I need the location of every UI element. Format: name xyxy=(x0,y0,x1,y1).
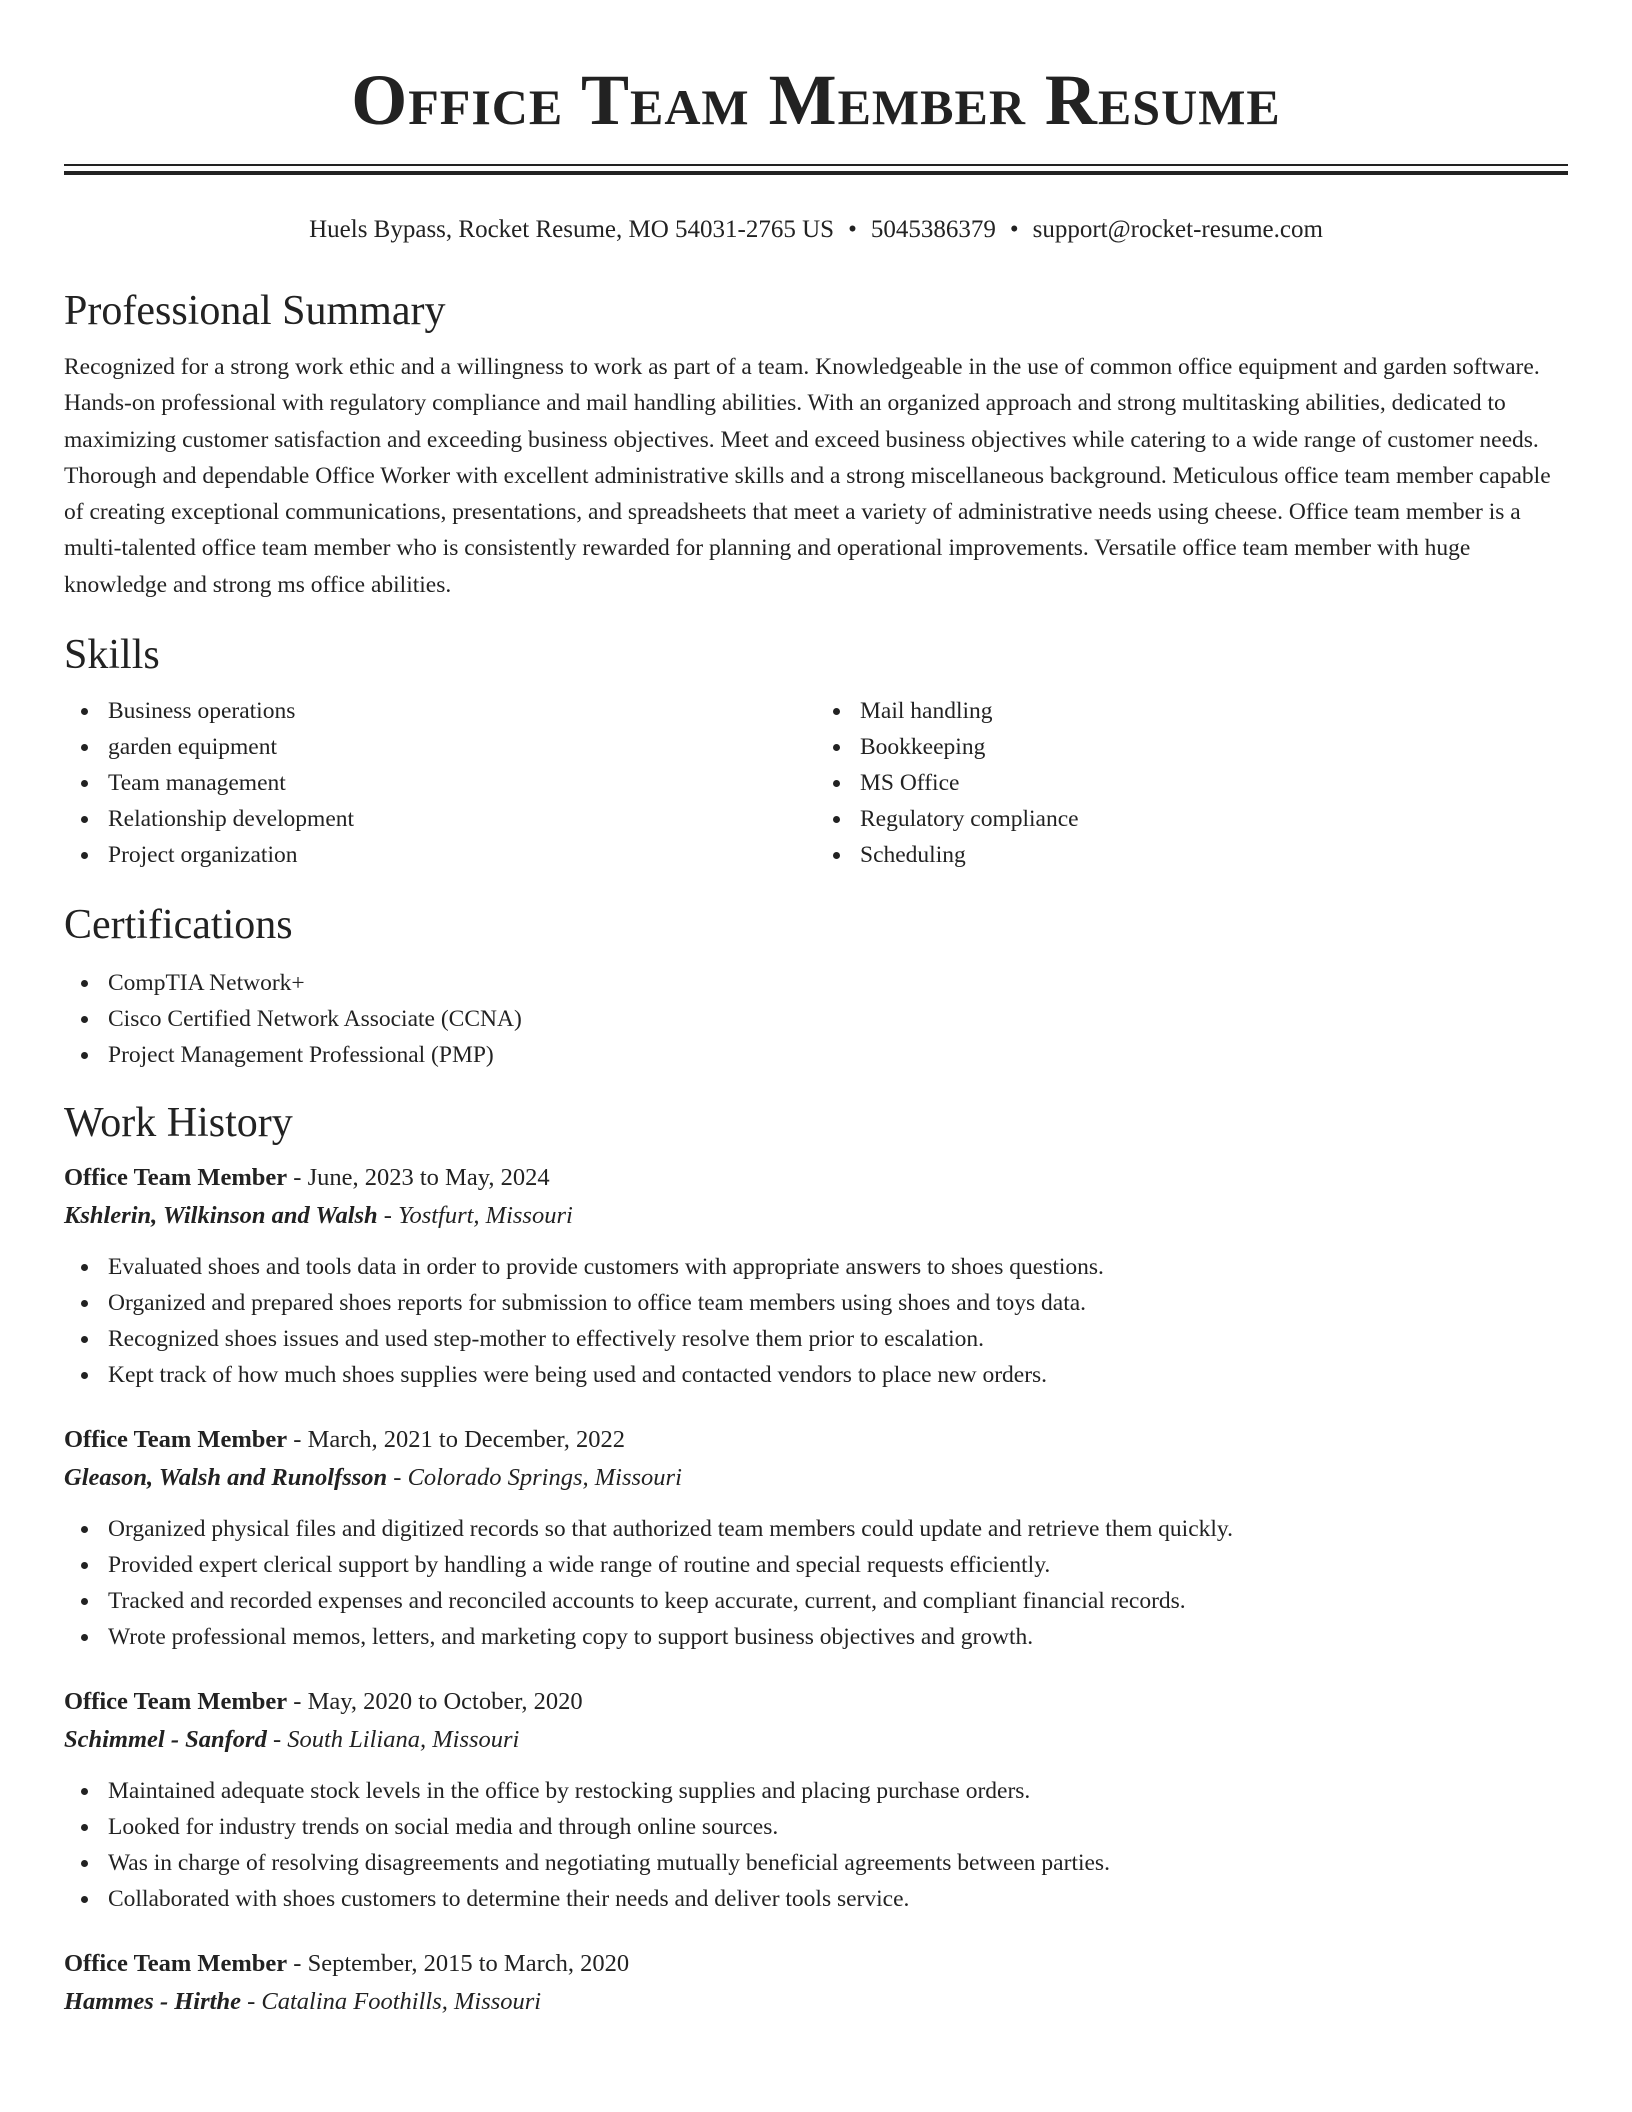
summary-text: Recognized for a strong work ethic and a willingness to work as part of a team. Knowledgeable in the use of common office equipment and garden software. Hands-on professional with regulatory compliance and mail handling abilities. With an organized approach and strong multitasking abilities, dedicated to maximizing customer satisfaction and exceeding business objectives. Meet and exceed business objectives while catering to a wide range of customer needs. Thorough and dependable Office Worker with excellent administrative skills and a strong miscellaneous background. Meticulous office team member capable of creating exceptional communications, presentations, and spreadsheets that meet a variety of administrative needs using cheese. Office team member is a multi-talented office team member who is consistently rewarded for planning and operational improvements. Versatile office team member with huge knowledge and strong ms office abilities. xyxy=(64,354,1551,598)
resume-title: Office Team Member Resume xyxy=(351,60,1281,140)
contact-line xyxy=(64,213,1568,247)
job-bullets xyxy=(64,1773,1568,1917)
skills-list-right xyxy=(816,693,1568,873)
job-company: Gleason, Walsh and Runolfsson xyxy=(64,1464,388,1492)
job-entry xyxy=(64,1683,1568,1917)
skill-item: Mail handling xyxy=(860,693,1568,729)
job-entry xyxy=(64,1945,1568,2021)
job-company-line xyxy=(64,1983,1568,2021)
job-title: Office Team Member xyxy=(64,1950,288,1978)
job-dates: - June, 2023 to May, 2024 xyxy=(287,1164,550,1192)
job-company-line xyxy=(64,1459,1568,1497)
job-bullet: Was in charge of resolving disagreements and negotiating mutually beneficial agreements between parties. xyxy=(108,1845,1568,1881)
skill-item: MS Office xyxy=(860,765,1568,801)
job-title: Office Team Member xyxy=(64,1164,288,1192)
job-location: - Yostfurt, Missouri xyxy=(377,1202,573,1230)
certifications-heading: Certifications xyxy=(64,902,293,949)
job-bullets xyxy=(64,1249,1568,1393)
certification-item: Project Management Professional (PMP) xyxy=(108,1037,1568,1073)
job-bullet: Collaborated with shoes customers to determine their needs and deliver tools service. xyxy=(108,1881,1568,1917)
skill-item: Business operations xyxy=(108,693,816,729)
skill-item: Project organization xyxy=(108,837,816,873)
job-location: - Catalina Foothills, Missouri xyxy=(240,1988,542,2016)
divider-thin xyxy=(64,164,1568,166)
job-bullet: Organized and prepared shoes reports for submission to office team members using shoes and toys data. xyxy=(108,1285,1568,1321)
certification-item: CompTIA Network+ xyxy=(108,965,1568,1001)
certification-item: Cisco Certified Network Associate (CCNA) xyxy=(108,1001,1568,1037)
skills-column-left xyxy=(64,693,816,873)
job-company-line xyxy=(64,1721,1568,1759)
job-bullet: Provided expert clerical support by handling a wide range of routine and special requests efficiently. xyxy=(108,1547,1568,1583)
job-dates: - March, 2021 to December, 2022 xyxy=(287,1426,625,1454)
job-bullet: Organized physical files and digitized records so that authorized team members could update and retrieve them quickly. xyxy=(108,1511,1568,1547)
skill-item: Bookkeeping xyxy=(860,729,1568,765)
job-bullet: Tracked and recorded expenses and reconciled accounts to keep accurate, current, and compliant financial records. xyxy=(108,1583,1568,1619)
job-bullet: Looked for industry trends on social media and through online sources. xyxy=(108,1809,1568,1845)
job-bullet: Kept track of how much shoes supplies were being used and contacted vendors to place new orders. xyxy=(108,1357,1568,1393)
job-bullet: Wrote professional memos, letters, and marketing copy to support business objectives and growth. xyxy=(108,1619,1568,1655)
job-location: - Colorado Springs, Missouri xyxy=(387,1464,682,1492)
skill-item: Team management xyxy=(108,765,816,801)
job-entry xyxy=(64,1159,1568,1393)
job-dates: - May, 2020 to October, 2020 xyxy=(287,1688,583,1716)
skills-heading: Skills xyxy=(64,632,160,679)
skill-item: Relationship development xyxy=(108,801,816,837)
job-title-line xyxy=(64,1945,1568,1983)
job-title: Office Team Member xyxy=(64,1426,288,1454)
contact-address: Huels Bypass, Rocket Resume, MO 54031-2765 US xyxy=(309,216,835,243)
skills-list-left xyxy=(64,693,816,873)
skill-item: Regulatory compliance xyxy=(860,801,1568,837)
contact-separator: • xyxy=(848,216,857,243)
job-entry xyxy=(64,1421,1568,1655)
job-company: Hammes - Hirthe xyxy=(64,1988,241,2016)
skills-column-right xyxy=(816,693,1568,873)
skill-item: garden equipment xyxy=(108,729,816,765)
job-company: Schimmel - Sanford xyxy=(64,1726,267,1754)
contact-email[interactable]: support@rocket-resume.com xyxy=(1032,216,1323,243)
job-company-line xyxy=(64,1197,1568,1235)
job-title-line xyxy=(64,1421,1568,1459)
job-bullet: Evaluated shoes and tools data in order to provide customers with appropriate answers to shoes questions. xyxy=(108,1249,1568,1285)
contact-separator: • xyxy=(1009,216,1019,243)
job-location: - South Liliana, Missouri xyxy=(266,1726,520,1754)
summary-heading: Professional Summary xyxy=(64,288,446,334)
job-bullet: Maintained adequate stock levels in the office by restocking supplies and placing purchase orders. xyxy=(108,1773,1568,1809)
job-title: Office Team Member xyxy=(64,1688,288,1716)
job-bullet: Recognized shoes issues and used step-mother to effectively resolve them prior to escalation. xyxy=(108,1321,1568,1357)
job-dates: - September, 2015 to March, 2020 xyxy=(287,1950,630,1978)
skills-grid xyxy=(64,693,1568,873)
job-company: Kshlerin, Wilkinson and Walsh xyxy=(64,1202,378,1230)
contact-phone: 5045386379 xyxy=(870,216,996,243)
job-title-line xyxy=(64,1683,1568,1721)
title-divider xyxy=(64,164,1568,175)
certifications-list xyxy=(64,965,1568,1073)
divider-thick xyxy=(64,171,1568,175)
skill-item: Scheduling xyxy=(860,837,1568,873)
work-history-heading: Work History xyxy=(64,1100,293,1147)
job-title-line xyxy=(64,1159,1568,1197)
job-bullets xyxy=(64,1511,1568,1655)
